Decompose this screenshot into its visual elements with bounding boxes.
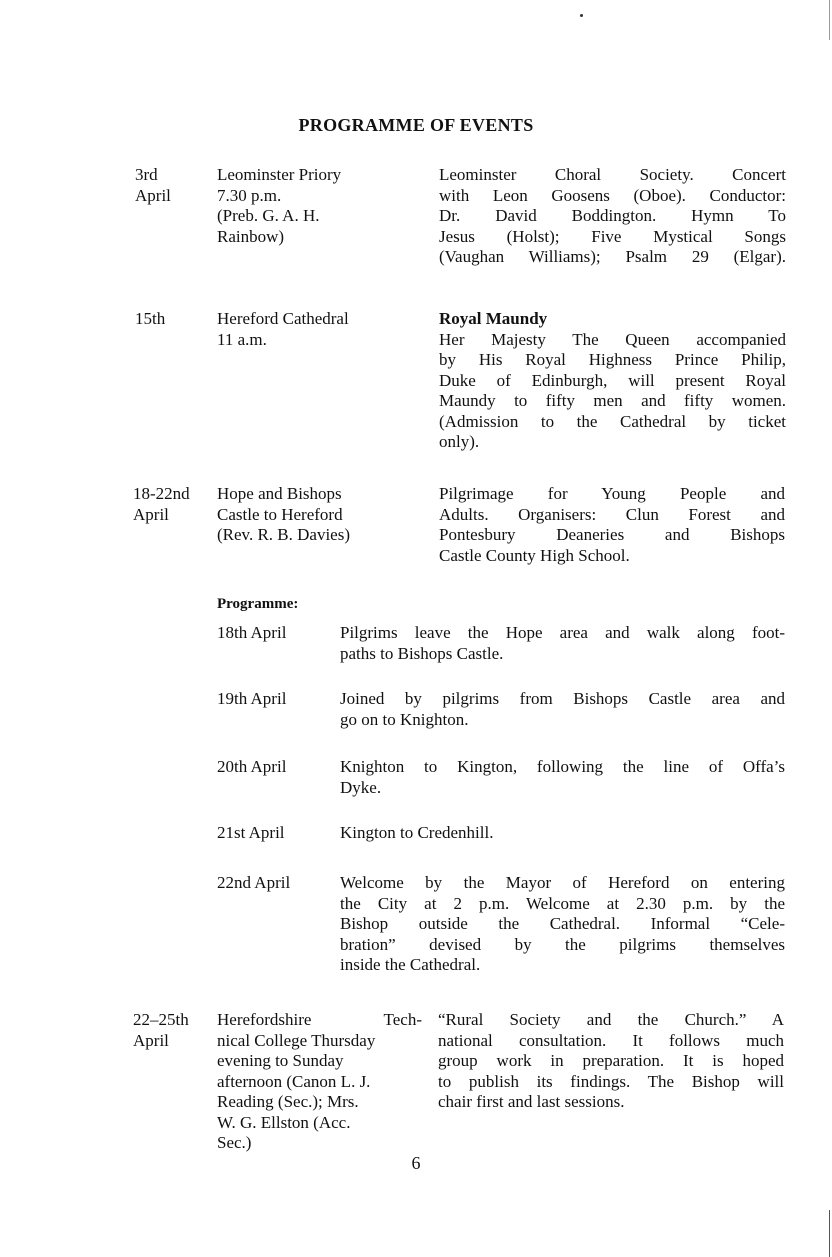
- event-1-place-line: (Preb. G. A. H.: [217, 206, 320, 225]
- programme-day-description: [340, 623, 785, 664]
- event-4-desc-line: “Rural Society and the Church.” A: [438, 1010, 784, 1029]
- event-2-date-line: 15th: [135, 309, 166, 328]
- event-4-place-line: evening to Sunday: [217, 1051, 344, 1070]
- programme-day-line: Bishop outside the Cathedral. Informal “Cele-: [340, 914, 785, 933]
- event-3-place-line: Castle to Hereford: [217, 504, 343, 524]
- event-1-desc-line: with Leon Goosens (Oboe). Conductor:: [439, 185, 786, 205]
- event-3-date-line: April: [133, 504, 169, 524]
- event-4-date-line: 22–25th: [133, 1010, 189, 1029]
- programme-day-description: [340, 757, 785, 798]
- event-3-date: [133, 484, 223, 525]
- event-1-place-line: Rainbow): [217, 226, 285, 246]
- event-4-place-line: W. G. Ellston (Acc.: [217, 1112, 351, 1132]
- event-2-desc-line: Maundy to fifty men and fifty women.: [439, 391, 786, 410]
- programme-day-description: [340, 873, 785, 976]
- event-4-desc-line: national consultation. It follows much: [438, 1030, 784, 1050]
- event-1-desc-line: (Vaughan Williams); Psalm 29 (Elgar).: [439, 247, 786, 266]
- event-1-date-line: April: [135, 185, 171, 205]
- pilgrimage-programme-heading: Programme:: [217, 596, 299, 612]
- event-1-place-line: 7.30 p.m.: [217, 185, 282, 205]
- event-3-place: [217, 484, 417, 546]
- programme-day-line: inside the Cathedral.: [340, 955, 481, 974]
- event-4-place-line: nical College Thursday: [217, 1030, 376, 1050]
- page-title: PROGRAMME OF EVENTS: [298, 115, 534, 135]
- event-3-desc-line: Pilgrimage for Young People and: [439, 484, 785, 503]
- programme-day-line: the City at 2 p.m. Welcome at 2.30 p.m. by the: [340, 893, 785, 913]
- event-2-desc-line: by His Royal Highness Prince Philip,: [439, 350, 786, 369]
- event-2-desc-line: only).: [439, 432, 480, 451]
- programme-day-line: Dyke.: [340, 777, 382, 797]
- event-1-desc-line: Dr. David Boddington. Hymn To: [439, 206, 786, 225]
- programme-day-line: Kington to Credenhill.: [340, 823, 494, 842]
- event-4-desc-line: to publish its findings. The Bishop will: [438, 1071, 784, 1091]
- event-1-desc-line: Jesus (Holst); Five Mystical Songs: [439, 226, 786, 246]
- event-2-description: [439, 309, 786, 453]
- event-2-place: [217, 309, 417, 350]
- event-4-place: [217, 1010, 422, 1154]
- event-2-desc-line: Her Majesty The Queen accompanied: [439, 329, 786, 349]
- programme-day-date: 19th April: [217, 689, 287, 708]
- event-3-place-line: Hope and Bishops: [217, 484, 342, 503]
- event-3-desc-line: Adults. Organisers: Clun Forest and: [439, 504, 785, 524]
- event-2-place-line: Hereford Cathedral: [217, 309, 349, 328]
- event-4-date: [133, 1010, 223, 1051]
- event-4-description: [438, 1010, 784, 1113]
- programme-day-line: Welcome by the Mayor of Hereford on entering: [340, 873, 785, 892]
- event-3-desc-line: Pontesbury Deaneries and Bishops: [439, 525, 785, 544]
- event-1-description: [439, 165, 786, 268]
- event-2-desc-line: Duke of Edinburgh, will present Royal: [439, 370, 786, 390]
- event-3-place-line: (Rev. R. B. Davies): [217, 525, 350, 544]
- programme-day-date: 18th April: [217, 623, 287, 642]
- event-2-place-line: 11 a.m.: [217, 329, 267, 349]
- event-4-place-line: afternoon (Canon L. J.: [217, 1071, 371, 1091]
- event-4-desc-line: group work in preparation. It is hoped: [438, 1051, 784, 1070]
- programme-day-line: bration” devised by the pilgrims themselves: [340, 934, 785, 954]
- programme-day-line: Pilgrims leave the Hope area and walk along foot-: [340, 623, 785, 642]
- programme-day-date: 22nd April: [217, 873, 291, 892]
- programme-day-line: paths to Bishops Castle.: [340, 643, 504, 663]
- programme-day-line: go on to Knighton.: [340, 709, 469, 729]
- programme-day-description: [340, 689, 785, 730]
- programme-day-line: Knighton to Kington, following the line of Offa’s: [340, 757, 785, 776]
- programme-day-description: [340, 823, 785, 844]
- event-1-place-line: Leominster Priory: [217, 165, 342, 184]
- event-3-desc-line: Castle County High School.: [439, 545, 630, 565]
- event-3-description: [439, 484, 785, 566]
- event-4-date-line: April: [133, 1030, 169, 1050]
- event-4-place-line: Herefordshire Tech-: [217, 1010, 422, 1029]
- event-1-place: [217, 165, 417, 247]
- event-1-desc-line: Leominster Choral Society. Concert: [439, 165, 786, 184]
- programme-day-date: 21st April: [217, 823, 285, 842]
- page-number: 6: [411, 1153, 421, 1173]
- event-4-place-line: Sec.): [217, 1133, 252, 1152]
- programme-day-date: 20th April: [217, 757, 287, 776]
- event-2-heading: Royal Maundy: [439, 309, 548, 328]
- scan-edge-bottom: [829, 1210, 830, 1257]
- scan-edge-top: [829, 0, 830, 40]
- event-3-date-line: 18-22nd: [133, 484, 190, 503]
- event-2-date: [135, 309, 215, 330]
- event-1-date: [135, 165, 215, 206]
- event-1-date-line: 3rd: [135, 165, 158, 184]
- event-4-desc-line: chair first and last sessions.: [438, 1092, 625, 1111]
- event-2-desc-line: (Admission to the Cathedral by ticket: [439, 411, 786, 431]
- scan-speck: [580, 14, 583, 17]
- programme-day-line: Joined by pilgrims from Bishops Castle area and: [340, 689, 785, 708]
- event-4-place-line: Reading (Sec.); Mrs.: [217, 1092, 359, 1111]
